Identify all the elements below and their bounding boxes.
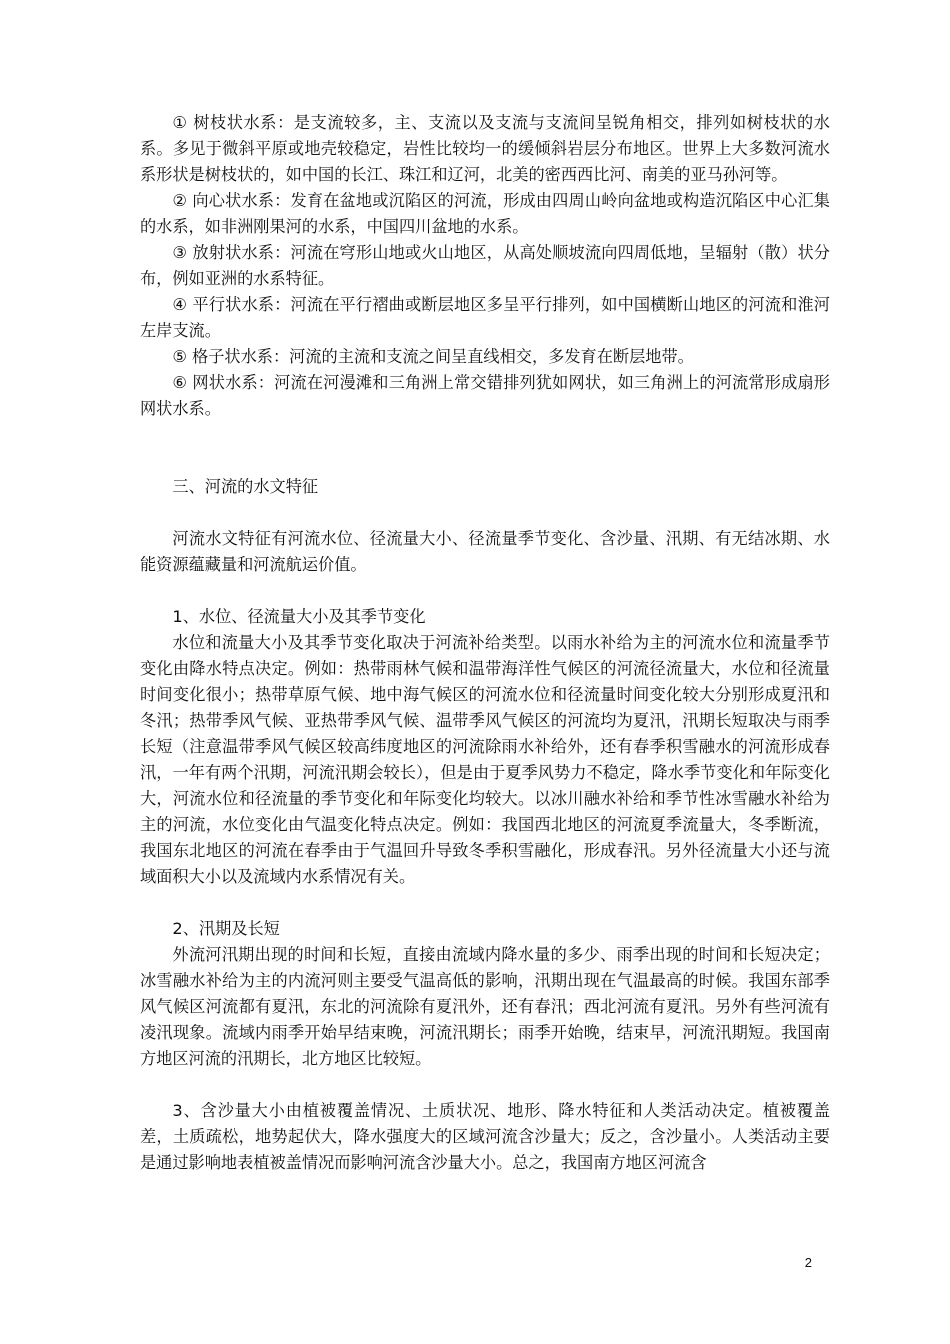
page-number: 2 <box>804 1255 812 1270</box>
drainage-type-dendritic: ① 树枝状水系：是支流较多，主、支流以及支流与支流间呈锐角相交，排列如树枝状的水系。多见于微斜平原或地壳较稳定，岩性比较均一的缓倾斜岩层分布地区。世界上大多数河流水系形状是树枝状的，如中国的长江、珠江和辽河，北美的密西西比河、南美的亚马孙河等。 <box>140 113 830 184</box>
subsection-body-sediment: 3、含沙量大小由植被覆盖情况、土质状况、地形、降水特征和人类活动决定。植被覆盖差，土质疏松，地势起伏大，降水强度大的区域河流含沙量大；反之，含沙量小。人类活动主要是通过影响地表植被盖情况而影响河流含沙量大小。总之，我国南方地区河流含 <box>140 1101 830 1172</box>
drainage-type-radial: ③ 放射状水系：河流在穹形山地或火山地区，从高处顺坡流向四周低地，呈辐射（散）状分布，例如亚洲的水系特征。 <box>140 243 830 288</box>
section-intro: 河流水文特征有河流水位、径流量大小、径流量季节变化、含沙量、汛期、有无结冰期、水能资源蕴藏量和河流航运价值。 <box>140 529 830 574</box>
section-heading: 三、河流的水文特征 <box>172 477 319 496</box>
drainage-type-centripetal: ② 向心状水系：发育在盆地或沉陷区的河流，形成由四周山岭向盆地或构造沉陷区中心汇集的水系，如非洲刚果河的水系，中国四川盆地的水系。 <box>140 191 830 236</box>
drainage-type-reticulate: ⑥ 网状水系：河流在河漫滩和三角洲上常交错排列犹如网状，如三角洲上的河流常形成扇形网状水系。 <box>140 373 830 418</box>
subsection-heading-water-level: 1、水位、径流量大小及其季节变化 <box>172 607 426 626</box>
subsection-body-water-level: 水位和流量大小及其季节变化取决于河流补给类型。以雨水补给为主的河流水位和流量季节变化由降水特点决定。例如：热带雨林气候和温带海洋性气候区的河流径流量大，水位和径流量时间变化很小；热带草原气候、地中海气候区的河流水位和径流量时间变化较大分别形成夏汛和冬汛；热带季风气候、亚热带季风气候、温带季风气候区的河流均为夏汛，汛期长短取决与雨季长短（注意温带季风气候区较高纬度地区的河流除雨水补给外，还有春季积雪融水的河流形成春汛，一年有两个汛期，河流汛期会较长），但是由于夏季风势力不稳定，降水季节变化和年际变化大，河流水位和径流量的季节变化和年际变化均较大。以冰川融水补给和季节性冰雪融水补给为主的河流，水位变化由气温变化特点决定。例如：我国西北地区的河流夏季流量大，冬季断流，我国东北地区的河流在春季由于气温回升导致冬季积雪融化，形成春汛。另外径流量大小还与流域面积大小以及流域内水系情况有关。 <box>140 633 830 886</box>
document-body <box>140 110 830 1176</box>
subsection-body-flood-period: 外流河汛期出现的时间和长短，直接由流域内降水量的多少、雨季出现的时间和长短决定；冰雪融水补给为主的内流河则主要受气温高低的影响，汛期出现在气温最高的时候。我国东部季风气候区河流都有夏汛，东北的河流除有夏汛外，还有春汛；西北河流有夏汛。另外有些河流有凌汛现象。流域内雨季开始早结束晚，河流汛期长；雨季开始晚，结束早，河流汛期短。我国南方地区河流的汛期长，北方地区比较短。 <box>140 945 830 1068</box>
drainage-type-parallel: ④ 平行状水系：河流在平行褶曲或断层地区多呈平行排列，如中国横断山地区的河流和淮河左岸支流。 <box>140 295 830 340</box>
subsection-heading-flood-period: 2、汛期及长短 <box>172 919 280 938</box>
drainage-type-trellis: ⑤ 格子状水系：河流的主流和支流之间呈直线相交，多发育在断层地带。 <box>172 347 694 366</box>
